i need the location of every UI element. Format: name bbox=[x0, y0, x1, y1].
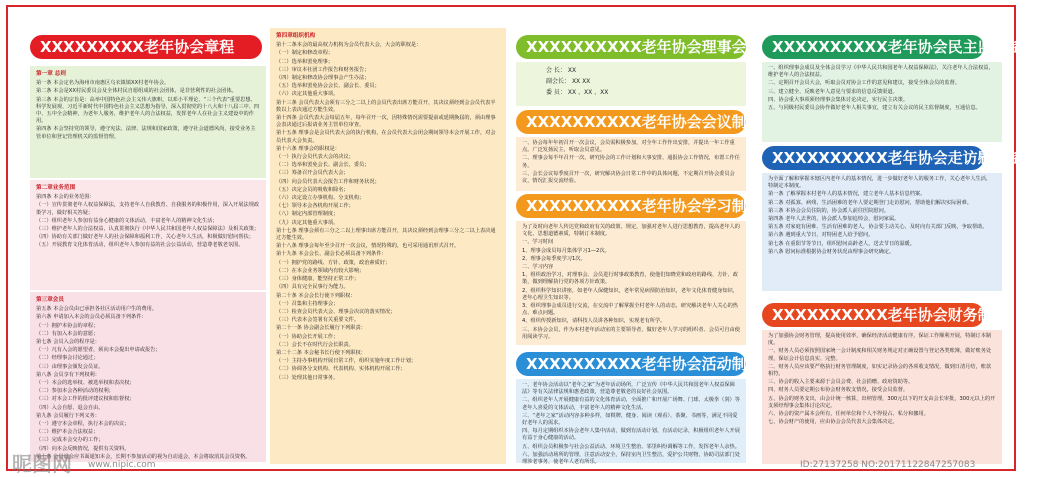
study-panel bbox=[516, 221, 746, 345]
org-article: （一）制定和修改章程； bbox=[276, 50, 334, 57]
council-role-label: 会 长： bbox=[546, 67, 566, 74]
finance-item: 四、财务人员要定期公布协会财务收支情况，接受会员监督。 bbox=[768, 387, 909, 394]
org-article: 第十七条 理事会须有三分之二以上理事出席方能召开，其决议须经到会理事三分之二以上表决通过方能生效。 bbox=[276, 227, 496, 242]
org-article: （四）向会员代表大会报告工作和财务状况； bbox=[276, 178, 380, 185]
charter-article: （五）开展教育文化体育活动，组织老年人参加有益的社会公益活动，营造尊老敬老氛围。 bbox=[36, 242, 244, 249]
charter-article: （三）完成本会交办的工作； bbox=[36, 437, 104, 444]
org-article: （二）在本会业务领域内有较大影响； bbox=[276, 267, 365, 274]
study-item: 一、学习时间 bbox=[522, 239, 554, 246]
supervision-item: 四、协会重大事项须经理事会集体讨论决定，实行民主决策。 bbox=[768, 96, 909, 103]
study-item: 为了及时向老年人传达党和政府有关的政策、规定，加强对老年人进行思想教育，提高老年人的文化、思想道德素质，特制订本制度。 bbox=[522, 224, 740, 238]
finance-item: 二、财务人员应该要严格执行财务管理制度，如实记录协会的各项收支情况，做到日清月结，账款相符。 bbox=[768, 363, 992, 378]
org-article: （三）代表本会签署有关重要文件。 bbox=[276, 317, 360, 324]
watermark-id: ID:27137258 NO:20171122847257083 bbox=[800, 460, 976, 470]
finance-item: 七、协会财产的使用，应由协会会员代表大会集体决定。 bbox=[768, 419, 898, 426]
supervision-item: 二、定期召开会员大会，听取会员对协会工作的意见和建议，接受全体会员的监督。 bbox=[768, 80, 960, 87]
charter-article: （四）协助有关部门做好老年人的社会保障和福利工作，关心老年人生活，积极做好慰问帮扶； bbox=[36, 234, 254, 241]
chapter2-heading: 第二章业务范围 bbox=[36, 185, 76, 191]
supervision-item: 五、与同级村民委员会协作做好老年人相关事宜，建立有关会议的民主监督制度，互通信息。 bbox=[768, 105, 981, 112]
charter-article: 第一条 本会定名为海州市南惠区乌衣镇镇XX村老年协会。 bbox=[36, 80, 170, 87]
visit-item: 第一条 了解掌握本村老年人的基本情况，建立老年人基本信息档案。 bbox=[768, 191, 926, 198]
charter-article: 第十条 会员退会应书面通知本会，长期不参加活动的视为自动退会，本会将取消其会员资格。 bbox=[36, 453, 251, 460]
charter-article: （二）有加入本会的意愿； bbox=[36, 330, 99, 337]
charter-article: （三）由理事会颁发会员证。 bbox=[36, 363, 104, 370]
council-committee bbox=[522, 87, 740, 99]
charter-article: （一）遵守本会章程，执行本会的决议； bbox=[36, 421, 130, 428]
supervision-item: 三、建立健全、反映老年人意见与要求的信息反馈渠道。 bbox=[768, 88, 898, 95]
org-article: 第十五条 理事会是会员代表大会的执行机构，在会员代表大会闭会期间领导本会开展工作，对会员代表大会负责。 bbox=[276, 130, 496, 144]
org-article: （三）筹备召开会员代表大会； bbox=[276, 170, 349, 177]
study-item: 1、理事会成员每月集体学习1—2次。 bbox=[522, 247, 610, 254]
org-article: （三）身体健康，能坚持正常工作； bbox=[276, 276, 360, 283]
charter-article: （二）经理事会讨论通过； bbox=[36, 355, 99, 362]
finance-panel bbox=[762, 330, 1002, 464]
council-role-value: XX 、XX 、XX bbox=[567, 89, 609, 96]
meeting-item: 三、会长会议每季度召开一次，研究解决协会日常工作中的具体问题，不定期召开协会委员会议，情况汇报交流经验。 bbox=[522, 170, 735, 185]
org-article: （二）会长不在时代行会长职责。 bbox=[276, 341, 354, 348]
finance-title: XXXXXXXXXX老年协会财务制度 bbox=[762, 303, 984, 327]
council-panel bbox=[516, 62, 746, 106]
finance-item: 为了加强协会财务管理，提高使用效率，确保经济活动健康有序，保证工作顺利开展，特制订本制度。 bbox=[768, 333, 992, 347]
chapter3-heading: 第三章会员 bbox=[36, 297, 64, 303]
watermark-url: www.nipic.com bbox=[88, 460, 156, 470]
org-article: （五）决定会员的吸收和除名； bbox=[276, 186, 349, 193]
charter-chapter3-panel bbox=[30, 292, 266, 462]
finance-item: 一、财务人员必须按照国家统一会计制度和相关财务规定对正确设置与登记各类账簿，做好账务处理，保证会计信息真实、完整。 bbox=[768, 348, 992, 362]
org-article: 第十八条 理事会每年至少召开一次会议，情况特殊的，也可采用通讯形式召开。 bbox=[276, 243, 460, 250]
council-vice-president bbox=[522, 77, 740, 87]
charter-article: 第九条 会员履行下列义务： bbox=[36, 412, 100, 419]
activity-item: 五、组织会员积极参与社会公益活动、环境卫生整治、邻里纠纷调解等工作，发挥老年人余热。 bbox=[522, 443, 740, 450]
org-article: 第二十二条 本会秘书长行使下列职权： bbox=[276, 349, 366, 356]
council-role-value: XX XX bbox=[571, 78, 591, 85]
study-title: XXXXXXXXXX老年协会学习制度 bbox=[516, 194, 746, 218]
visit-item: 第二条 对孤寡、病残、生活困难的老年人要定期登门走访慰问，帮助他们解决实际困难。 bbox=[768, 199, 972, 206]
visit-item: 第三条 本协会会员住院的，协会派人前往医院慰问。 bbox=[768, 207, 889, 214]
org-article: （一）协助会长开展工作； bbox=[276, 333, 339, 340]
activity-item: 一、老年协会活动以“老年之家”为老年活动场所，广泛宣传《中华人民共和国老年人权益保障法》等有关法律法规和惠老政策，营造尊老敬老的良好社会氛围。 bbox=[522, 382, 735, 396]
study-item: 1、组织政治学习，对理事会、会员进行时事政策教育，使他们知晓党和政府的路线、方针、政策，做到理解执行党的各项方针政策。 bbox=[522, 272, 738, 286]
org-article: （二）检查会员代表大会、理事会决议的落实情况； bbox=[276, 308, 396, 315]
study-item: 2、理事会每季度学习1次。 bbox=[522, 255, 586, 262]
org-article: （三）处理其他日常事务。 bbox=[276, 374, 339, 381]
org-article: （二）协调各分支机构、代表机构、实体机构开展工作； bbox=[276, 366, 406, 373]
finance-item: 三、协会的收入主要来源于会员会费、社会捐赠、政府资助等。 bbox=[768, 379, 914, 386]
org-article: （九）决定其他重大事项。 bbox=[276, 219, 339, 226]
charter-article: 第三条 本会的宗旨是：高举中国特色社会主义伟大旗帜，以邓小平理论、“三个代表”重要思想、科学发展观、习近平新时代中国特色社会主义思想为指导，深入贯彻党的十八大和十八届三中、四中、五中全会精神，为老年人服务，维护老年人的合法权益，发挥老年人在社会主义建设中的作用。 bbox=[36, 96, 260, 125]
meeting-panel bbox=[516, 137, 746, 191]
org-article: （一）召集和主持理事会； bbox=[276, 300, 339, 307]
org-article: （二）选举和罢免会长、副会长、委员； bbox=[276, 162, 370, 169]
visit-item: 第六条 遇到重大节日，对特困老人给予慰问。 bbox=[768, 232, 874, 239]
study-item: 3、组织理事会成员进行交流，在交流中了解掌握全村老年人的动态，研究解决老年人关心的热点、难点问题。 bbox=[522, 303, 738, 317]
visit-title: XXXXXXXXXX老年协会走访慰问制度 bbox=[762, 146, 984, 170]
visit-item: 第七条 在重阳节等节日，组织慰问高龄老人，送去节日的温暖。 bbox=[768, 240, 915, 247]
org-article: 第二十一条 协会副会长履行下列职责： bbox=[276, 325, 366, 332]
finance-item: 五、协会的财务支出，由会计统一核算，出纳管理，300元以下的开支由会长审批，300元以上的开支须经理事会集体讨论决定。 bbox=[768, 395, 996, 409]
chapter4-heading: 第四章组织机构 bbox=[276, 33, 316, 39]
charter-article: （一）拥护本协会的章程； bbox=[36, 322, 99, 329]
activity-item: 六、加强活动场所的管理，注意活动安全，保持室内卫生整洁，爱护公共财物，协助司法部门处理涉老事务，使老年人老有所乐。 bbox=[522, 451, 740, 466]
org-article: （三）审议本社团工作报告和财务报告； bbox=[276, 66, 370, 73]
charter-article: 第四条 本会坚持党的领导，遵守宪法、法律、法规和国家政策，遵守社会道德风尚，接受业务主管单位和登记管理机关的监督管理。 bbox=[36, 126, 256, 140]
chapter1-heading: 第一章 总则 bbox=[36, 71, 66, 77]
activity-item: 四、每月定期组织本协会老年人集中活动，做到有活动计划、有活动记录，积极组织老年人开展有益于身心健康的活动。 bbox=[522, 428, 740, 442]
charter-article: 第四条 本会的业务范围： bbox=[36, 194, 95, 201]
charter-article: （一）本会的选举权、被选举权和表决权； bbox=[36, 380, 135, 387]
meeting-item: 二、理事会每半年召开一次，研究协会的工作计划和大事安排，通报协会工作情况，布置工作任务。 bbox=[522, 155, 740, 169]
activity-title: XXXXXXXXXX老年协会活动制度 bbox=[516, 352, 746, 376]
activity-item: 二、组织老年人开展健康有益的文化体育活动，全面推广和开展广场舞、门球、太极拳（剑）等老年人喜爱的文体活动，丰富老年人的精神文化生活。 bbox=[522, 397, 740, 411]
charter-article: 第六条 申请加入本会的会员必须具备下列条件： bbox=[36, 314, 147, 321]
visit-item: 为全面了解和掌握本辖区内老年人的基本情况，进一步做好老年人的服务工作，关心老年人生活，特制定本制度。 bbox=[768, 176, 992, 190]
supervision-title: XXXXXXXXXX老年协会民主监督制度 bbox=[762, 35, 984, 59]
org-article: （一）拥护党的路线、方针、政策，政治素质好； bbox=[276, 259, 391, 266]
org-article: 第十三条 会员代表大会须有三分之二以上的会员代表出席方能召开，其决议须经到会会员代表半数以上表决通过方能生效。 bbox=[276, 99, 496, 113]
charter-article: 第五条 本会会员由已承担各社区活动用户生的费用。 bbox=[36, 306, 157, 313]
org-article: （四）制定和修改协会理事会产生办法； bbox=[276, 75, 370, 82]
visit-panel bbox=[762, 173, 1002, 291]
org-article: （一）执行会员代表大会的决议； bbox=[276, 154, 354, 161]
org-article: 第十六条 理事会的职权是： bbox=[276, 145, 340, 152]
council-role-value: XX bbox=[567, 67, 577, 74]
org-article: 第十二条本会的最高权力机构为会员代表大会，大会的职权是： bbox=[276, 42, 422, 49]
charter-chapter2-panel bbox=[30, 180, 266, 290]
charter-article: （二）参加本会各种活动的权利； bbox=[36, 388, 114, 395]
visit-item: 第四条 老年人去世的，协会派人参加追悼会，慰问家属。 bbox=[768, 216, 900, 223]
meeting-item: 一、协会每年年初召开一次会议，会员需积极参加，对全年工作作出安排，并提出一年工作重点。广泛发扬民主，听取会员意见。 bbox=[522, 140, 735, 154]
charter-article: 第二条 本会是XX村民委员会及全体村民自愿组成的社会团体，是非营利性的社会团体。 bbox=[36, 88, 237, 95]
org-article: （八）制定内部管理制度； bbox=[276, 211, 339, 218]
study-item: 2、组织科学知识讲座，如老年人保健知识，老年常见病预防治知识，老年文化体育健身知识，老年心理卫生知识等。 bbox=[522, 287, 738, 301]
org-article: （五）选举和罢免协会会长、副会长、委员； bbox=[276, 83, 380, 90]
charter-article: 第八条 会员享有下列权利： bbox=[36, 371, 100, 378]
activity-item: 三、“老年之家”活动内容多种多样，如棋牌、健身、阅读（观看）、茶聚、书画等，满足不同爱好老年人的需求。 bbox=[522, 412, 738, 427]
charter-article: （一）凡有入会的愿望者，须向本会提出申请或报告； bbox=[36, 347, 161, 354]
study-item: 4、组织传授新知识，请科技人员讲各种知识，实现老有所学。 bbox=[522, 318, 666, 325]
finance-item: 六、协会的资产属本会所有，任何单位和个人不得侵占、私分和挪用。 bbox=[768, 411, 929, 418]
org-article: 第十四条 会员代表大会每届五年，每年召开一次，因特殊情况需要提前或延期换届的，须由理事会表决通过后报请业务主管单位审查。 bbox=[276, 115, 496, 129]
visit-item: 第八条 慰问标准根据协会财务状况由理事会研究确定。 bbox=[768, 248, 895, 255]
meeting-title: XXXXXXXXXX老年协会会议制度 bbox=[516, 110, 746, 134]
organization-panel bbox=[270, 28, 506, 464]
visit-item: 第五条 对家庭有困难、生活有困难的老人，协会要主动关心，及时向有关部门反映，争取帮助。 bbox=[768, 224, 988, 231]
supervision-item: 一、组织理事会成员及全体会员学习《中华人民共和国老年人权益保障法》，关注老年人合法权益，维护老年人的合法权益。 bbox=[768, 65, 994, 79]
org-article: 第二十条 本会会长行使下列职权： bbox=[276, 292, 356, 299]
charter-article: （四）向本会反映情况，提供有关资料。 bbox=[36, 445, 130, 452]
charter-article: （三）对本会工作的批评建议权和监督权； bbox=[36, 396, 135, 403]
org-article: （六）决定设立办事机构、分支机构； bbox=[276, 195, 365, 202]
org-article: （四）具有完全民事行为能力。 bbox=[276, 284, 349, 291]
charter-article: （二）维护本会合法权益； bbox=[36, 429, 99, 436]
charter-chapter1-panel bbox=[30, 66, 266, 178]
watermark-logo: 昵图网 bbox=[12, 452, 72, 476]
org-article: （一）主持办事机构开展日常工作，组织实施年度工作计划； bbox=[276, 358, 417, 365]
org-article: 第十九条 本会会长、副会长必须具备下列条件： bbox=[276, 251, 387, 258]
charter-article: （一）宣传贯彻老年人权益保障法，支持老年人自我教育、自我服务的积极作用，深入开展法规政策学习，做好相关答疑； bbox=[36, 202, 260, 216]
charter-article: （三）维护老年人的合法权益，认真贯彻执行《中华人民共和国老年人权益保障法》及相关政策； bbox=[36, 226, 260, 233]
org-article: （七）领导本会各机构开展工作； bbox=[276, 203, 354, 210]
charter-article: （二）组织老年人参加有益身心健康的文体活动，丰富老年人的精神文化生活； bbox=[36, 217, 218, 224]
charter-title: XXXXXXXXX老年协会章程 bbox=[30, 35, 262, 59]
council-role-label: 委 员： bbox=[546, 89, 566, 96]
council-role-label: 副会长： bbox=[546, 78, 571, 85]
activity-panel bbox=[516, 379, 746, 466]
council-title: XXXXXXXXXX老年协会理事会 bbox=[516, 35, 746, 59]
council-president bbox=[522, 65, 740, 77]
charter-article: （四）入会自愿、退会自由。 bbox=[36, 404, 104, 411]
supervision-panel bbox=[762, 62, 1002, 142]
charter-article: 第七条 会员入会的程序是： bbox=[36, 339, 100, 346]
org-article: （二）选举和罢免理事； bbox=[276, 58, 334, 65]
study-item: 三、本协会会员，作为本村老年活动室的主要领导者，做好老年人学习的组织者、会员可自由使用阅读学习。 bbox=[522, 326, 740, 340]
study-item: 二、学习内容 bbox=[522, 264, 554, 271]
org-article: （六）决定其他重大事项。 bbox=[276, 91, 339, 98]
